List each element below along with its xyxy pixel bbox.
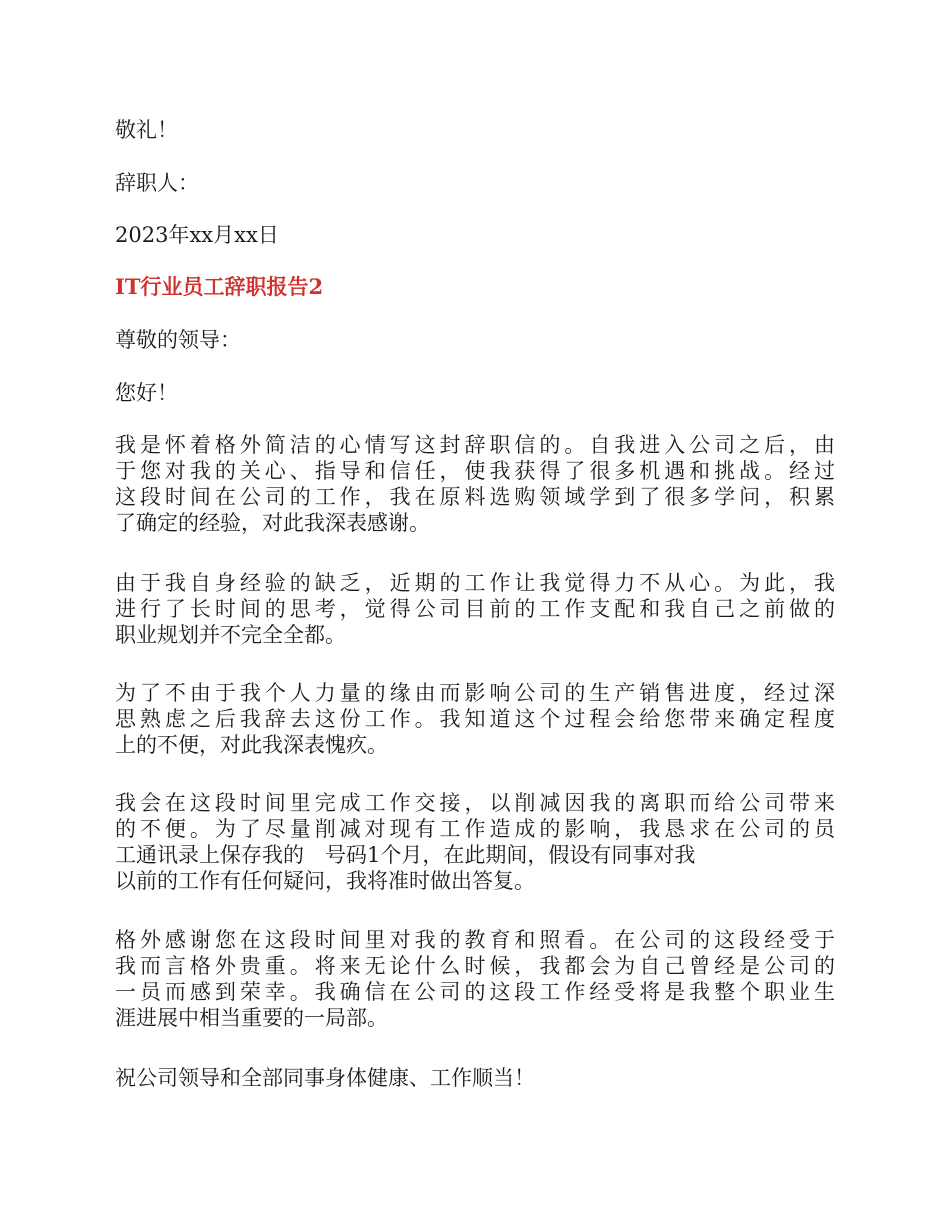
section-title: IT行业员工辞职报告2	[115, 274, 324, 299]
paragraph-line: 我而言格外贵重。将来无论什么时候，我都会为自己曾经是公司的	[115, 954, 835, 978]
paragraph-line: 我是怀着格外简洁的心情写这封辞职信的。自我进入公司之后，由	[115, 433, 835, 457]
paragraph-2	[115, 570, 835, 648]
paragraph-line: 思熟虑之后我辞去这份工作。我知道这个过程会给您带来确定程度	[115, 707, 835, 731]
paragraph-line: 我会在这段时间里完成工作交接，以削减因我的离职而给公司带来	[115, 791, 835, 815]
closing-text: 敬礼！	[115, 118, 178, 142]
paragraph-line: 为了不由于我个人力量的缘由而影响公司的生产销售进度，经过深	[115, 681, 835, 705]
greeting-text: 您好！	[115, 381, 178, 405]
paragraph-line: 涯进展中相当重要的一局部。	[115, 1006, 388, 1030]
signature-label: 辞职人：	[115, 171, 199, 195]
paragraph-line: 工通讯录上保存我的 号码1个月，在此期间，假设有同事对我	[115, 843, 696, 867]
paragraph-line: 于您对我的关心、指导和信任，使我获得了很多机遇和挑战。经过	[115, 459, 835, 483]
paragraph-line: 格外感谢您在这段时间里对我的教育和照看。在公司的这段经受于	[115, 928, 835, 952]
paragraph-3	[115, 680, 835, 758]
paragraph-line: 职业规划并不完全全都。	[115, 623, 346, 647]
final-wish-text: 祝公司领导和全部同事身体健康、工作顺当！	[115, 1066, 535, 1090]
paragraph-line: 上的不便，对此我深表愧疚。	[115, 733, 388, 757]
paragraph-line: 进行了长时间的思考，觉得公司目前的工作支配和我自己之前做的	[115, 597, 835, 621]
paragraph-1	[115, 432, 835, 536]
date-text: 2023年xx月xx日	[115, 223, 279, 247]
salutation-text: 尊敬的领导：	[115, 328, 241, 352]
paragraph-line: 这段时间在公司的工作，我在原料选购领域学到了很多学问，积累	[115, 485, 835, 509]
paragraph-line: 以前的工作有任何疑问，我将准时做出答复。	[115, 869, 535, 893]
paragraph-line: 的不便。为了尽量削减对现有工作造成的影响，我恳求在公司的员	[115, 817, 835, 841]
paragraph-5	[115, 927, 835, 1031]
paragraph-4	[115, 790, 835, 894]
paragraph-line: 由于我自身经验的缺乏，近期的工作让我觉得力不从心。为此，我	[115, 571, 835, 595]
paragraph-line: 一员而感到荣幸。我确信在公司的这段工作经受将是我整个职业生	[115, 980, 835, 1004]
paragraph-line: 了确定的经验，对此我深表感谢。	[115, 511, 430, 535]
